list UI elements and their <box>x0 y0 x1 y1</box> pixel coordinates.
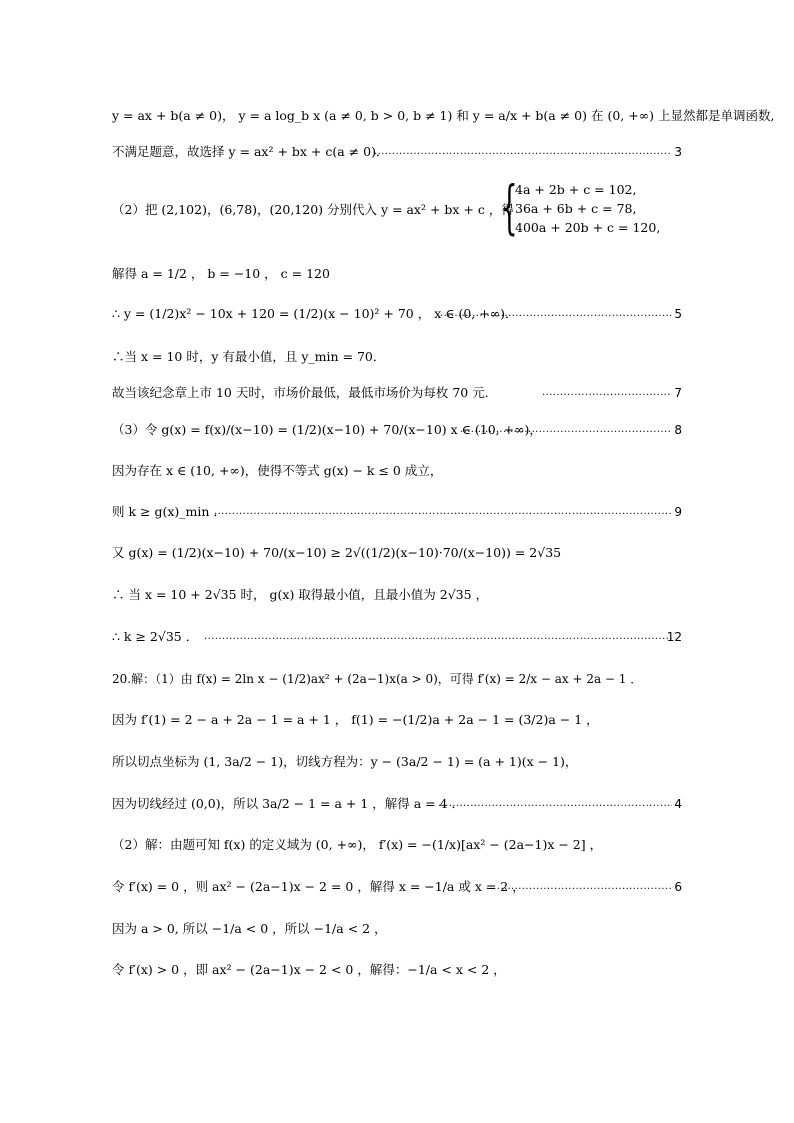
equation-system <box>501 173 689 241</box>
solution-line: ∴ 当 x = 10 + 2√35 时， g(x) 取得最小值，且最小值为 2√35 ， <box>112 587 489 602</box>
solution-line: 因为存在 x ∈ (10, +∞)，使得不等式 g(x) − k ≤ 0 成立， <box>112 463 443 478</box>
system-equation: 400a + 20b + c = 120, <box>515 220 661 235</box>
solution-line: （2）解：由题可知 f(x) 的定义域为 (0, +∞)， f′(x) = −(1/x)[ax² − (2a−1)x − 2] ， <box>112 837 603 852</box>
solution-line: （3）令 g(x) = f(x)/(x−10) = (1/2)(x−10) + 70/(x−10) x ∈ (10, +∞)， ..... 8 <box>112 418 682 442</box>
score-marker: 9 <box>674 505 682 519</box>
leader-dots <box>374 140 672 164</box>
score-marker: 5 <box>674 307 682 321</box>
solution-line: 令 f′(x) > 0 ，即 ax² − (2a−1)x − 2 < 0 ，解得：−1/a < x < 2 ， <box>112 962 506 977</box>
solution-line: ∴当 x = 10 时，y 有最小值，且 y_min = 70． <box>112 349 386 364</box>
score-marker: 6 <box>674 880 682 894</box>
solution-line: 所以切点坐标为 (1, 3a/2 − 1)，切线方程为：y − (3a/2 − 1) = (a + 1)(x − 1)， <box>112 754 578 769</box>
score-marker: 8 <box>674 423 682 437</box>
solution-line: 又 g(x) = (1/2)(x−10) + 70/(x−10) ≥ 2√((1/2)(x−10)·70/(x−10)) = 2√35 <box>112 545 562 560</box>
leader-dots <box>460 418 672 442</box>
leader-dots <box>438 792 672 816</box>
score-marker: 12 <box>666 630 682 644</box>
leader-dots <box>486 875 672 899</box>
leader-dots <box>204 625 672 649</box>
system-equation: 36a + 6b + c = 78, <box>515 201 637 216</box>
solution-line: 令 f′(x) = 0 ，则 ax² − (2a−1)x − 2 = 0 ，解得 x = −1/a 或 x = 2 ， ..... 6 <box>112 875 682 899</box>
score-marker: 4 <box>674 797 682 811</box>
system-brace: { <box>501 173 518 241</box>
leader-dots <box>440 302 672 326</box>
solution-line: 不满足题意，故选择 y = ax² + bx + c(a ≠ 0)． ..... 3 <box>112 140 682 164</box>
solution-line: （2）把 (2,102)，(6,78)，(20,120) 分别代入 y = ax² + bx + c ，得 <box>112 202 514 217</box>
system-equation: 4a + 2b + c = 102, <box>515 182 637 197</box>
solution-line: 因为切线经过 (0,0)，所以 3a/2 − 1 = a + 1 ，解得 a = 4 ． ..... 4 <box>112 792 682 816</box>
solution-line: ∴ y = (1/2)x² − 10x + 120 = (1/2)(x − 10)² + 70 ， x ∈ (0, +∞)． ..... 5 <box>112 302 682 326</box>
score-marker: 7 <box>674 386 682 400</box>
solution-line: 因为 a > 0, 所以 −1/a < 0 ，所以 −1/a < 2 ， <box>112 921 387 936</box>
solution-line: 故当该纪念章上市 10 天时，市场价最低，最低市场价为每枚 70 元． ..... 7 <box>112 381 682 405</box>
solution-line: 解得 a = 1/2 ， b = −10 ， c = 120 <box>112 266 330 281</box>
leader-dots <box>214 500 672 524</box>
solution-line: 则 k ≥ g(x)_min ． ..... 9 <box>112 500 682 524</box>
solution-line: ∴ k ≥ 2√35 ． ..... 12 <box>112 625 682 649</box>
leader-dots <box>542 381 672 405</box>
score-marker: 3 <box>674 145 682 159</box>
solution-line: 因为 f′(1) = 2 − a + 2a − 1 = a + 1 ， f(1) = −(1/2)a + 2a − 1 = (3/2)a − 1 ， <box>112 712 599 727</box>
solution-line: 20.解：（1）由 f(x) = 2ln x − (1/2)ax² + (2a−1)x(a > 0)，可得 f′(x) = 2/x − ax + 2a − 1 ． <box>112 672 643 686</box>
solution-line: y = ax + b(a ≠ 0)， y = a log_b x (a ≠ 0, b > 0, b ≠ 1) 和 y = a/x + b(a ≠ 0) 在 (0, +∞) 上显然都是单调函数, <box>112 108 775 123</box>
